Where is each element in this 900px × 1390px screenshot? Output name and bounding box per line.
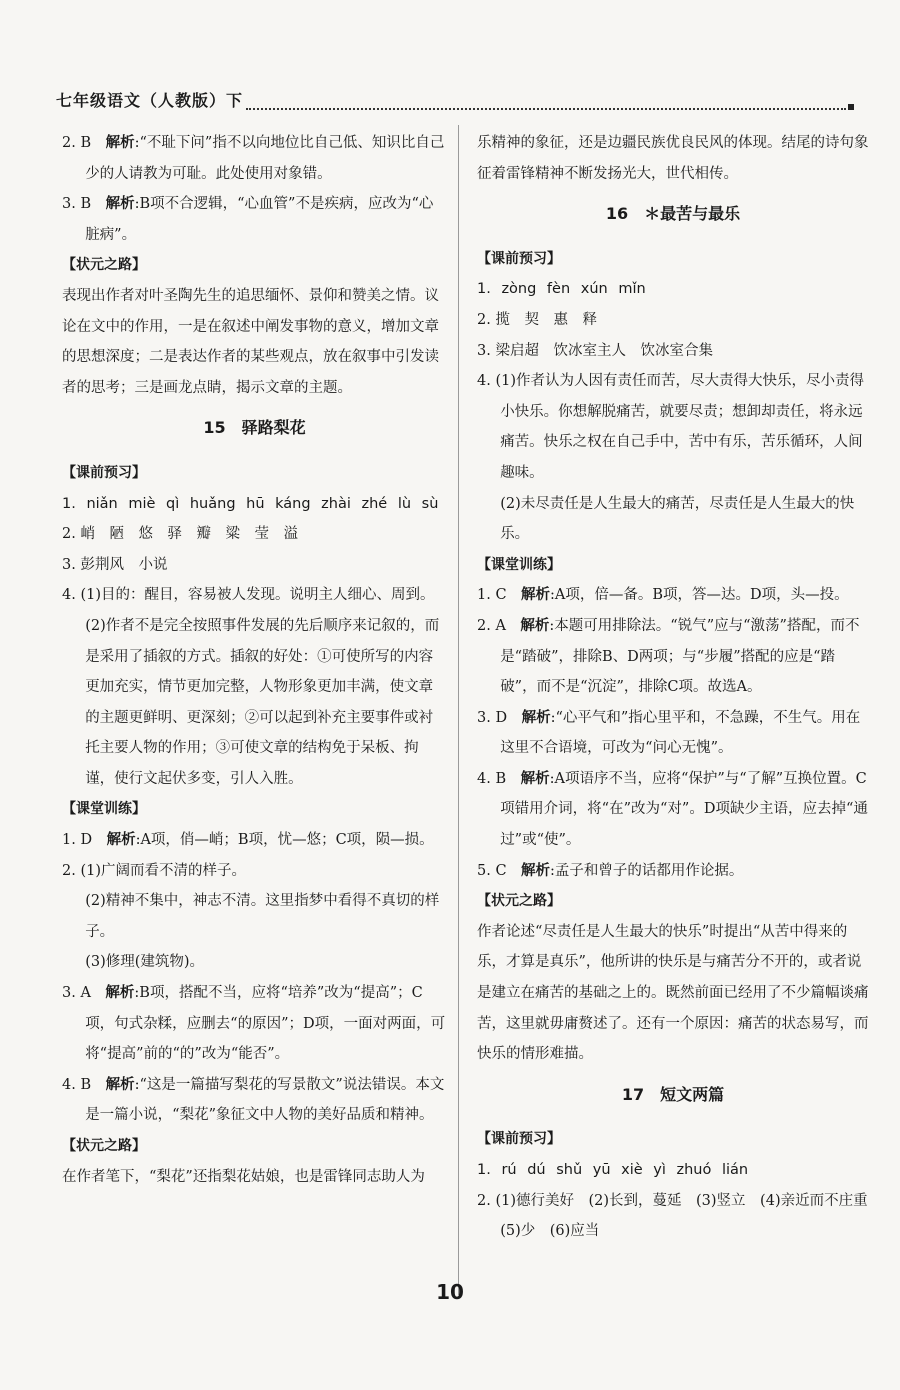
paragraph: 在作者笔下，“梨花”还指梨花姑娘，也是雷锋同志助人为 [62, 1168, 425, 1185]
section-heading: 【课前预习】 [477, 250, 561, 267]
training-item-2-3: (3)修理(建筑物)。 [85, 954, 205, 971]
preview-item-2: 2. 峭 陋 悠 驿 瓣 粱 莹 溢 [62, 526, 298, 543]
preview-item-4-2: (2)作者不是完全按照事件发展的先后顺序来记叙的，而是采用了插叙的方式。插叙的好处：①可使所写的内容更加充实，情节更加完整，人物形象更加丰满，使文章的主题更鲜明、更深刻；②可以起到补充主要事件或衬托主要人物的作用；③可使文章的结构免于呆板、拘谨，使行文起伏多变，引人入胜。 [85, 617, 440, 787]
training-item-5: 5. C 解析:孟子和曾子的话都用作论据。 [477, 862, 744, 879]
paragraph: 乐精神的象征，还是边疆民族优良民风的体现。结尾的诗句象征着雷锋精神不断发扬光大，世代相传。 [477, 135, 869, 182]
section-heading: 【状元之路】 [62, 1138, 146, 1154]
header-end-mark [848, 104, 854, 110]
training-item-3: 3. D 解析:“心平气和”指心里平和，不急躁，不生气。用在这里不合语境，可改为“问心无愧”。 [477, 709, 861, 757]
section-heading: 【课前预习】 [62, 464, 146, 481]
training-item-2-2: (2)精神不集中，神志不清。这里指梦中看得不真切的样子。 [85, 893, 440, 940]
preview-item-3: 3. 彭荆风 小说 [62, 556, 168, 573]
section-heading: 【状元之路】 [62, 257, 146, 274]
section-heading: 【课堂训练】 [62, 801, 146, 818]
running-header [56, 88, 856, 118]
preview-item-2: 2. (1)德行美好 (2)长到，蔓延 (3)竖立 (4)亲近而不庄重 (5)少 (6)应当 [477, 1192, 883, 1240]
training-item-2: 2. A 解析:本题可用排除法。“锐气”应与“激荡”搭配，而不是“踏破”，排除B、D两项；与“步履”搭配的应是“踏破”，而不是“沉淀”，排除C项。故选A。 [477, 617, 860, 696]
book-title: 七年级语文（人教版）下 [56, 91, 244, 110]
section-heading: 【状元之路】 [477, 893, 561, 910]
section-heading: 【课堂训练】 [477, 556, 561, 573]
training-item-4: 4. B 解析:A项语序不当，应将“保护”与“了解”互换位置。C项错用介词，将“在”改为“对”。D项缺少主语，应去掉“通过”或“使”。 [477, 770, 868, 849]
section-heading: 【课前预习】 [477, 1131, 561, 1148]
preview-item-4: 4. (1)作者认为人因有责任而苦，尽大责得大快乐，尽小责得小快乐。你想解脱痛苦，就要尽责；想卸却责任，将永远痛苦。快乐之权在自己手中，苦中有乐，苦乐循环，人间趣味。 [477, 373, 864, 481]
preview-item-4: 4. (1)目的：醒目，容易被人发现。说明主人细心、周到。 [62, 587, 435, 604]
training-item-2: 2. (1)广阔而看不清的样子。 [62, 862, 246, 879]
answer-3: 3. B 解析:B项不合逻辑，“心血管”不是疾病，应改为“心脏病”。 [62, 196, 434, 243]
left-column [62, 128, 447, 1192]
preview-item-1: 1. niǎn miè qì huǎng hū káng zhài zhé lù sù [62, 495, 439, 512]
training-item-1: 1. C 解析:A项，倍—备。B项，答—达。D项，头—投。 [477, 587, 849, 604]
page-number: 10 [436, 1280, 464, 1304]
right-column [477, 128, 883, 1247]
answer-2: 2. B 解析:“不耻下问”指不以向地位比自己低、知识比自己少的人请教为可耻。此处使用对象错。 [62, 135, 445, 182]
lesson-title-15: 15 驿路梨花 [203, 418, 306, 438]
training-item-4: 4. B 解析:“这是一篇描写梨花的写景散文”说法错误。本文是一篇小说，“梨花”象征文中人物的美好品质和精神。 [62, 1076, 445, 1124]
preview-item-2: 2. 揽 契 惠 释 [477, 311, 597, 328]
training-item-1: 1. D 解析:A项，俏—峭；B项，忧—悠；C项，陨—损。 [62, 832, 434, 849]
paragraph: 作者论述“尽责任是人生最大的快乐”时提出“从苦中得来的乐，才算是真乐”，他所讲的快乐是与痛苦分不开的，或者说是建立在痛苦的基础之上的。既然前面已经用了不少篇幅谈痛苦，这里就毋庸赘述了。还有一个原因：痛苦的状态易写，而快乐的情形难描。 [477, 923, 869, 1063]
preview-item-3: 3. 梁启超 饮冰室主人 饮冰室合集 [477, 342, 713, 359]
preview-item-4-2: (2)未尽责任是人生最大的痛苦，尽责任是人生最大的快乐。 [500, 495, 855, 543]
header-dotted-rule [246, 108, 846, 110]
training-item-3: 3. A 解析:B项，搭配不当，应将“培养”改为“提高”；C项，句式杂糅，应删去“的原因”；D项，一面对两面，可将“提高”前的“的”改为“能否”。 [62, 985, 446, 1063]
paragraph: 表现出作者对叶圣陶先生的追思缅怀、景仰和赞美之情。议论在文中的作用，一是在叙述中阐发事物的意义，增加文章的思想深度；二是表达作者的某些观点，放在叙事中引发读者的思考；三是画龙点睛，揭示文章的主题。 [62, 287, 439, 396]
preview-item-1: 1. zòng fèn xún mǐn [477, 281, 646, 298]
lesson-title-17: 17 短文两篇 [621, 1084, 725, 1104]
lesson-title-16: 16 ＊最苦与最乐 [605, 204, 741, 224]
preview-item-1: 1. rú dú shǔ yū xiè yì zhuó lián [477, 1162, 749, 1178]
column-divider [458, 125, 459, 1295]
